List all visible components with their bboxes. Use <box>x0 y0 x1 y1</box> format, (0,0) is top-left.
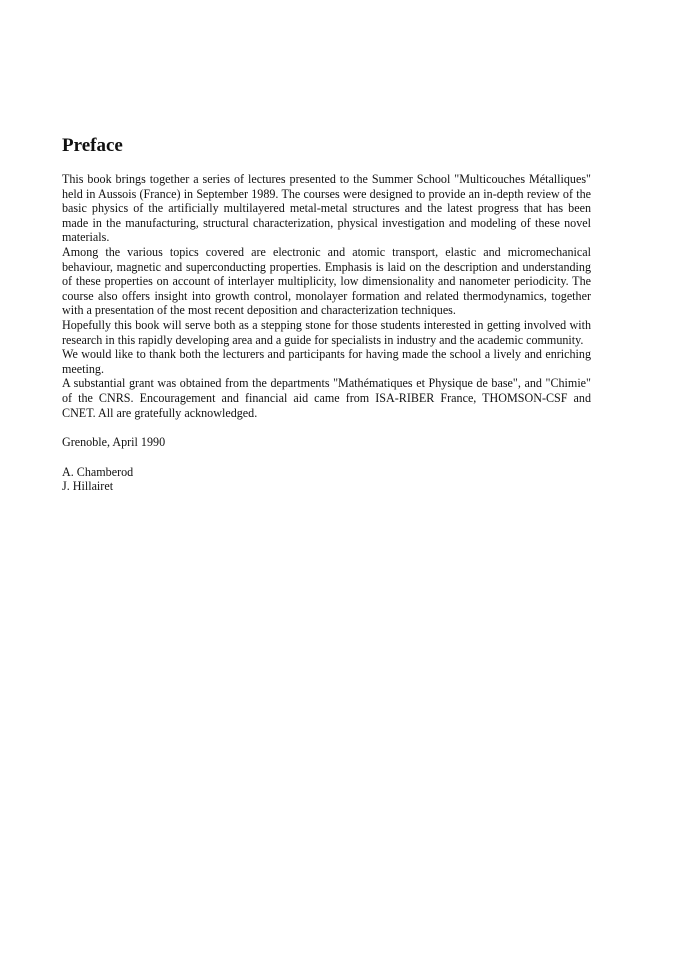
page-title: Preface <box>62 135 123 156</box>
author-name: J. Hillairet <box>62 479 114 494</box>
paragraph-funding: A substantial grant was obtained from the departments "Mathématiques et Physique de base", and "Chimie" of the CNRS. Encouragement and financial aid came from ISA-RIBER France, THOMSON-CSF and CNET. All are gratefully acknowledged. <box>62 376 591 420</box>
author-name: A. Chamberod <box>62 464 134 479</box>
paragraph-topics: Among the various topics covered are electronic and atomic transport, elastic and micromechanical behaviour, magnetic and superconducting properties. Emphasis is laid on the description and understanding of these properties on account of interlayer multiplicity, low dimensionality and nanometer periodicity. The course also offers insight into growth control, monolayer formation and related thermodynamics, together with a presentation of the most recent deposition and characterization techniques. <box>62 244 591 318</box>
paragraph-intro: This book brings together a series of lectures presented to the Summer School "Multicouches Métalliques" held in Aussois (France) in September 1989. The courses were designed to provide an in-depth review of the basic physics of the artificially multilayered metal-metal structures and the latest progress that has been made in the manufacturing, structural characterization, physical investigation and modeling of these novel materials. <box>62 172 591 245</box>
paragraph-purpose: Hopefully this book will serve both as a stepping stone for those students interested in getting involved with research in this rapidly developing area and a guide for specialists in industry and the academic community. <box>62 317 591 347</box>
signature-block <box>62 465 591 494</box>
paragraph-thanks: We would like to thank both the lecturers and participants for having made the school a lively and enriching meeting. <box>62 347 591 376</box>
place-date: Grenoble, April 1990 <box>62 435 166 450</box>
preface-body <box>62 172 591 420</box>
preface-section <box>62 134 591 494</box>
